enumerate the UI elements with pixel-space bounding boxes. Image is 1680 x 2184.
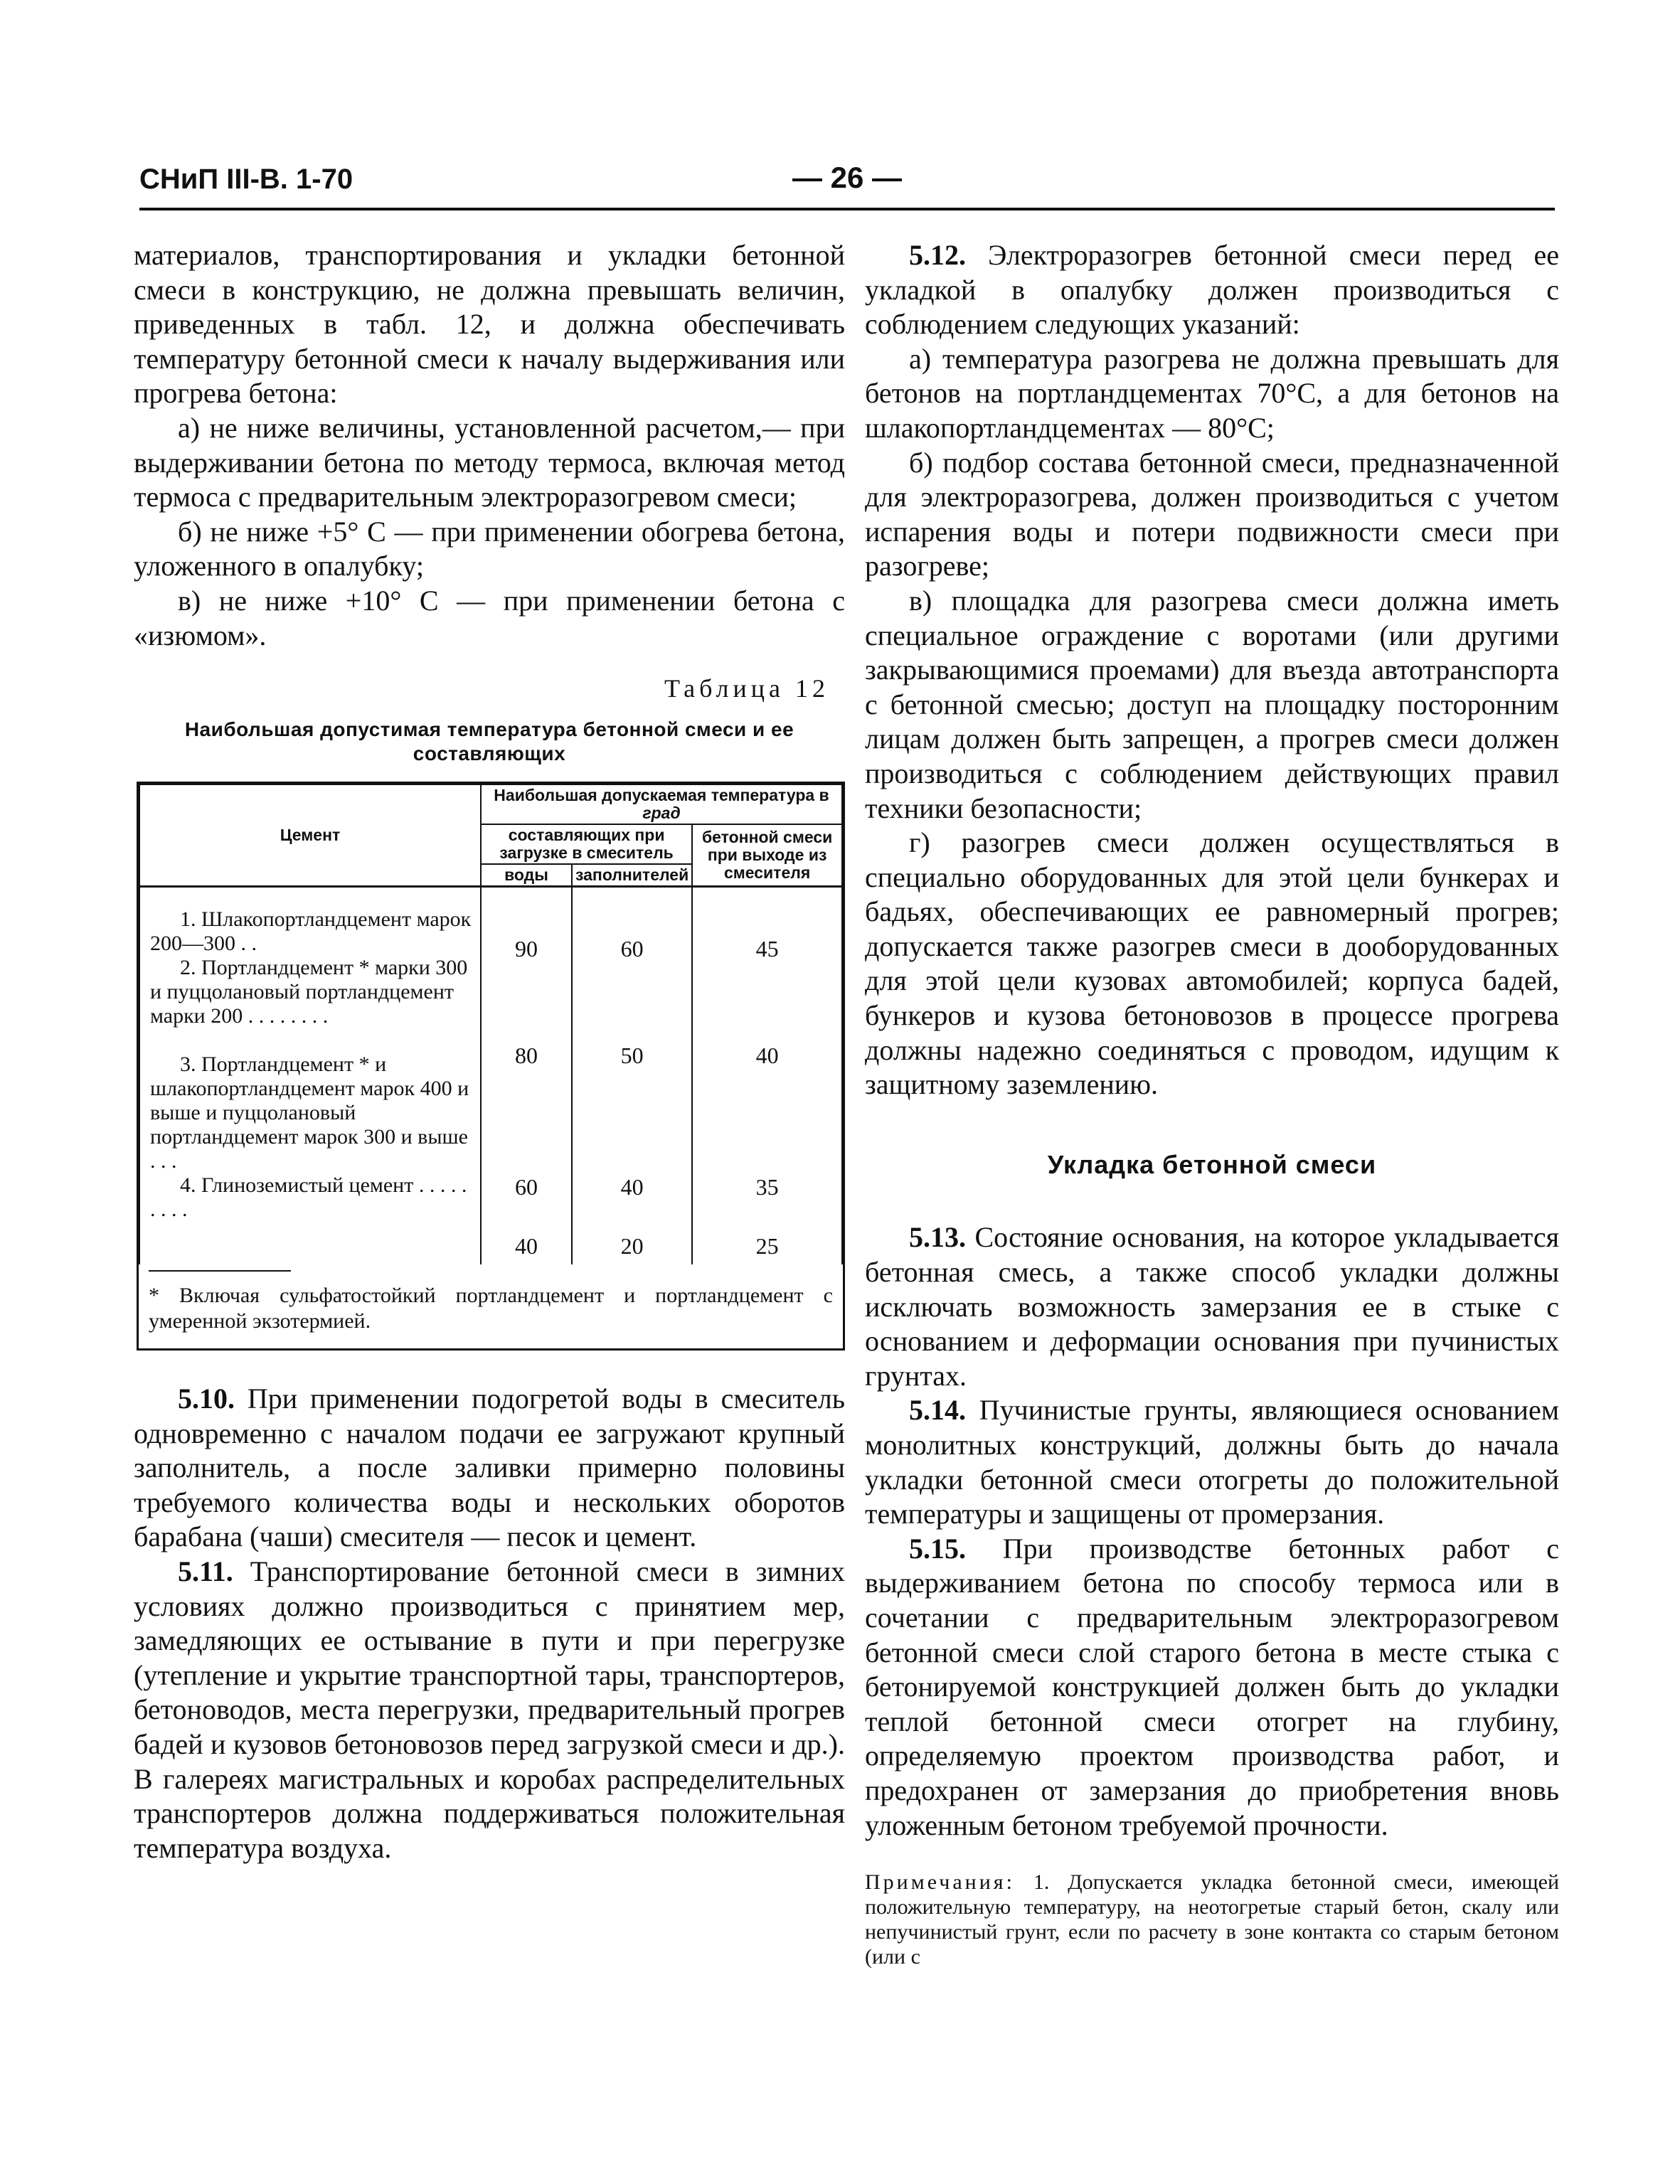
section-heading: Укладка бетонной смеси [1047,1149,1377,1179]
header-cement: Цемент [139,784,481,887]
header-water: воды [481,864,572,887]
paragraph-5-11-text: Транспортирование бетонной смеси в зимних условиях должно производиться с принятием мер, замедляющих ее остывание в пути и при перегрузке (утепление и укрытие транспортной тары, транспортеров, бетоноводов, места перегрузки, предварительный прогрев бадей и кузовов бетоновозов перед загрузкой смеси и др.). В галереях магистральных и коробах распределительных транспортеров должна поддерживаться положительная температура воздуха. [134,1555,845,1864]
notes-text: 1. Допускается укладка бетонной смеси, имеющей положительную температуру, на неотогретые старый бетон, скалу или непучинистый грунт, если по расчету в зоне контакта со старым бетоном (или с [865,1870,1559,1969]
paragraph-5-12-number: 5.12. [909,239,966,271]
header-max-temp-text: Наибольшая допускаемая температура в [494,785,829,804]
paragraph-5-10 [134,1382,845,1555]
header-max-temp [481,784,842,824]
paragraph-intro: материалов, транспортирования и укладки бетонной смеси в конструкцию, не должна превышать величин, приведенных в табл. 12, и должна обеспечивать температуру бетонной смеси к началу выдерживания или прогрева бетона: [134,239,845,410]
temperature-table [139,784,843,1264]
paragraph-5-10-text: При применении подогретой воды в смеситель одновременно с началом подачи ее загружают крупный заполнитель, а после заливки примерно половины требуемого количества воды и нескольких оборотов барабана (чаши) смесителя — песок и цемент. [134,1383,845,1553]
cement-name-1: 1. Шлакопортландцемент марок 200—300 . . [150,907,472,955]
filler-value-4: 20 [620,1232,644,1259]
filler-column [572,886,692,1264]
mix-value-2: 40 [755,1043,779,1069]
left-column [134,238,845,1865]
paragraph-5-13 [865,1220,1559,1393]
header-max-temp-unit: град [642,803,681,822]
water-value-2: 80 [515,1043,538,1069]
list-item-a: а) температура разогрева не должна превышать для бетонов на портландцементах 70°С, а для бетонов на шлакопортландцементах — 80°С; [865,342,1559,444]
table-footnote: * Включая сульфатостойкий портландцемент и портландцемент с умеренной экзотермией. [139,1264,843,1348]
filler-value-2: 50 [620,1043,644,1069]
water-column [481,886,572,1264]
notes [865,1870,1559,1969]
header-mix: бетонной смеси при выходе из смесителя [692,824,842,887]
paragraph-5-11 [134,1555,845,1865]
header-components: составляющих при загрузке в смеситель [481,824,692,864]
paragraph-5-15-number: 5.15. [909,1532,966,1565]
list-item-c: в) не ниже +10° С — при применении бетона с «изюмом». [134,584,845,651]
header-filler: заполнителей [572,864,692,887]
paragraph-5-13-text: Состояние основания, на которое укладывается бетонная смесь, а также способ укладки должны исключать возможность замерзания ее в стыке с основанием и деформации основания при пучинистых грунтах. [865,1221,1559,1392]
mix-value-4: 25 [755,1232,779,1259]
paragraph-5-14-text: Пучинистые грунты, являющиеся основанием монолитных конструкций, должны быть до начала укладки бетонной смеси отогреты до положительной температуры и защищены от промерзания. [865,1394,1560,1530]
list-item-b: б) не ниже +5° С — при применении обогрева бетона, уложенного в опалубку; [134,515,845,582]
paragraph-5-14-number: 5.14. [909,1394,966,1427]
paragraph-5-11-number: 5.11. [178,1555,233,1588]
mix-column [692,886,842,1264]
water-value-3: 60 [515,1173,538,1200]
water-value-1: 90 [515,935,538,962]
mix-value-1: 45 [755,935,779,962]
paragraph-5-12 [865,238,1559,342]
page-header [139,158,1555,211]
cement-names-cell [139,886,481,1264]
list-item-a: а) не ниже величины, установленной расчетом,— при выдерживании бетона по методу термоса, включая метод термоса с предварительным электроразогревом смеси; [134,411,845,513]
filler-value-3: 40 [620,1173,644,1200]
filler-value-1: 60 [620,935,644,962]
notes-label: Примечания: [865,1870,1015,1895]
paragraph-5-12-text: Электроразогрев бетонной смеси перед ее укладкой в опалубку должен производиться с соблюдением следующих указаний: [865,239,1560,341]
right-column [865,238,1559,1969]
paragraph-5-10-number: 5.10. [178,1383,235,1415]
paragraph-5-13-number: 5.13. [909,1221,966,1254]
list-item-b: б) подбор состава бетонной смеси, предназначенной для электроразогрева, должен производиться с учетом испарения воды и потери подвижности смеси при разогреве; [865,446,1559,582]
page-number: — 26 — [792,161,903,194]
paragraph-5-15-text: При производстве бетонных работ с выдерживанием бетона по способу термоса или в сочетании с предварительным электроразогревом бетонной смеси слой старого бетона в месте стыка с бетонируемой конструкцией должен быть до укладки теплой бетонной смеси отогрет на глубину, определяемую проектом производства работ, и предохранен от замерзания до приобретения вновь уложенным бетоном требуемой прочности. [865,1532,1560,1841]
list-item-c: в) площадка для разогрева смеси должна иметь специальное ограждение с воротами (или другими закрывающимися проемами) для въезда автотранспорта с бетонной смесью; доступ на площадку посторонним лицам должен быть запрещен, а прогрев смеси должен производиться с соблюдением действующих правил техники безопасности; [865,584,1559,824]
table-12 [137,782,845,1351]
cement-name-4: 4. Глиноземистый цемент . . . . . . . . . [150,1173,467,1221]
table-title: Наибольшая допустимая температура бетонной смеси и ее составляющих [184,718,794,765]
water-value-4: 40 [515,1232,538,1259]
document-code: СНиП III-В. 1-70 [139,164,353,195]
table-caption: Таблица 12 [664,674,829,703]
cement-name-2: 2. Портландцемент * марки 300 и пуццолановый портландцемент марки 200 . . . . . . . . [150,955,468,1028]
paragraph-5-14 [865,1393,1559,1531]
paragraph-5-15 [865,1532,1559,1843]
cement-name-3: 3. Портландцемент * и шлакопортландцемент марок 400 и выше и пуццолановый портландцемент марок 300 и выше . . . [150,1052,469,1173]
mix-value-3: 35 [755,1173,779,1200]
list-item-d: г) разогрев смеси должен осуществляться в специально оборудованных для этой цели бункерах и бадьях, обеспечивающих ее равномерный прогрев; допускается также разогрев смеси в дооборудованных для этой цели кузовах автомобилей; корпуса бадей, бункеров и кузова бетоновозов в процессе прогрева должны надежно соединяться с проводом, идущим к защитному заземлению. [865,826,1559,1101]
